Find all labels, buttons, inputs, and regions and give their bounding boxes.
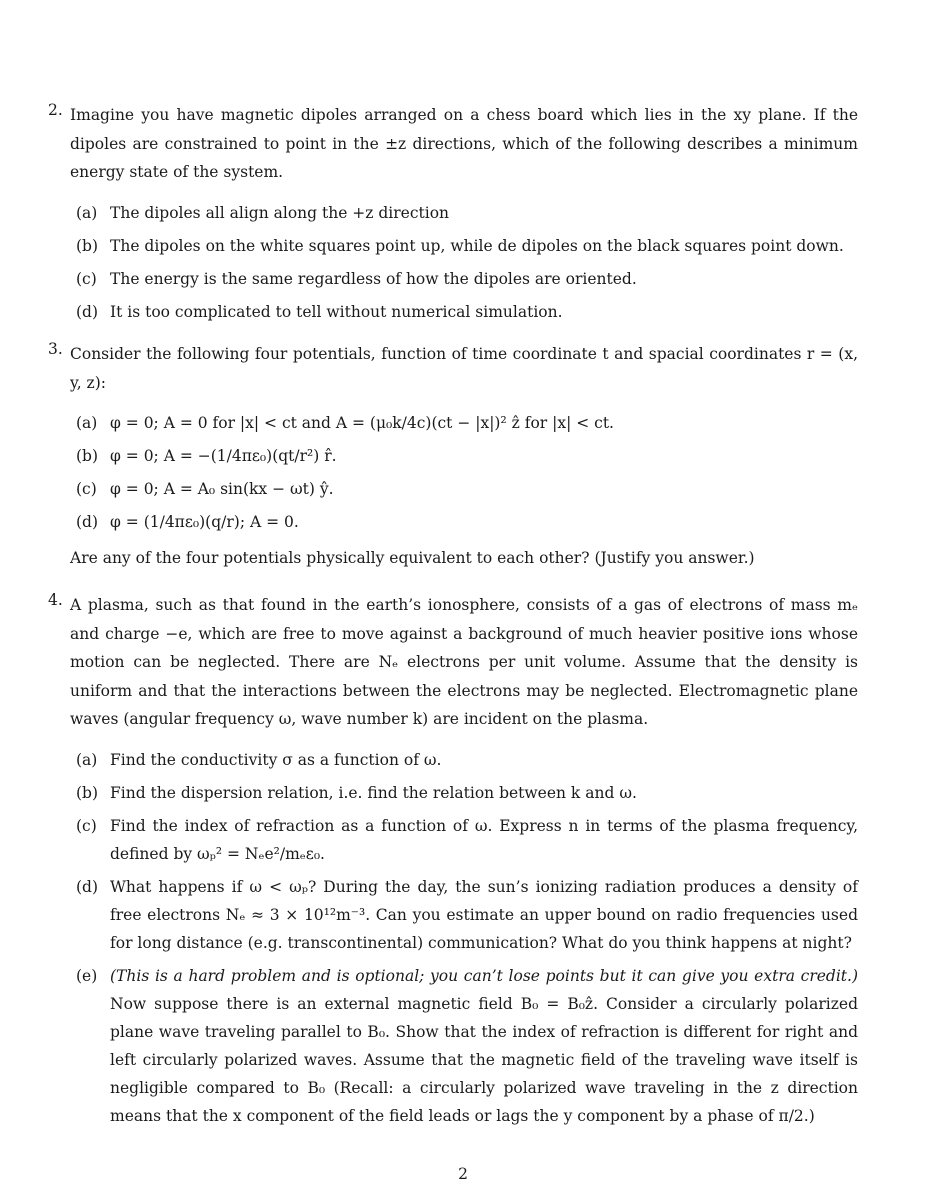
option-c: [76, 265, 858, 293]
option-label: (d): [76, 302, 99, 321]
item-text: Now suppose there is an external magnetic field B₀ = B₀ẑ. Consider a circularly polarized plane wave traveling parallel to B₀. Show that the index of refraction is different for right and left circularly polarized waves. Assume that the magnetic field of the traveling wave itself is negligible compared to B₀ (Recall: a circularly polarized wave traveling in the z direction means that the x component of the field leads or lags the y component by a phase of π/2.): [110, 994, 858, 1125]
option-text: The dipoles all align along the +z direction: [110, 203, 450, 222]
item-label: (d): [76, 513, 99, 531]
problem-2: [48, 101, 858, 331]
item-text: Find the dispersion relation, i.e. find the relation between k and ω.: [110, 783, 637, 802]
item-text: φ = 0; A = 0 for |x| < ct and A = (μ₀k/4c)(ct − |x|)² ẑ for |x| < ct.: [110, 414, 614, 432]
problem-text: A plasma, such as that found in the earth’s ionosphere, consists of a gas of electrons of mass mₑ and charge −e, which are free to move against a background of much heavier positive ions whose motion can be neglected. There are Nₑ electrons per unit volume. Assume that the density is uniform and that the interactions between the electrons may be neglected. Electromagnetic plane waves (angular frequency ω, wave number k) are incident on the plasma.: [70, 596, 858, 728]
option-text: The energy is the same regardless of how the dipoles are oriented.: [110, 269, 637, 288]
option-b: [76, 232, 858, 260]
item-label: (b): [76, 783, 99, 802]
option-label: (c): [76, 269, 97, 288]
potential-b: [76, 442, 858, 470]
problem-number: 3.: [48, 340, 63, 358]
potential-c: [76, 475, 858, 503]
problem-text: Imagine you have magnetic dipoles arranged on a chess board which lies in the xy plane. If the dipoles are constrained to point in the ±z directions, which of the following describes a minimum energy state of the system.: [70, 106, 858, 181]
subquestion-a: [76, 746, 858, 774]
item-label: (e): [76, 966, 98, 985]
potential-list: [76, 409, 858, 536]
answer-options: [76, 199, 858, 326]
item-label: (a): [76, 414, 98, 432]
optional-note: (This is a hard problem and is optional; you can’t lose points but it can give you extra credit.): [110, 966, 858, 985]
item-label: (c): [76, 480, 97, 498]
subquestion-e: [76, 962, 858, 1130]
option-label: (b): [76, 236, 99, 255]
item-text: Find the index of refraction as a function of ω. Express n in terms of the plasma frequency, defined by ωₚ² = Nₑe²/mₑε₀.: [110, 816, 858, 863]
subquestion-b: [76, 779, 858, 807]
subquestion-c: [76, 812, 858, 868]
item-label: (b): [76, 447, 99, 465]
option-a: [76, 199, 858, 227]
option-text: It is too complicated to tell without numerical simulation.: [110, 302, 563, 321]
item-text: φ = 0; A = A₀ sin(kx − ωt) ŷ.: [110, 480, 334, 498]
problem-number: 2.: [48, 101, 63, 119]
item-text: What happens if ω < ωₚ? During the day, the sun’s ionizing radiation produces a density of free electrons Nₑ ≈ 3 × 10¹²m⁻³. Can you estimate an upper bound on radio frequencies used for long distance (e.g. transcontinental) communication? What do you think happens at night?: [110, 877, 858, 952]
potential-a: [76, 409, 858, 437]
problem-3: [48, 340, 858, 572]
problem-number: 4.: [48, 591, 63, 609]
item-text: φ = (1/4πε₀)(q/r); A = 0.: [110, 513, 299, 531]
item-label: (d): [76, 877, 99, 896]
option-d: [76, 298, 858, 326]
page-number: 2: [458, 1165, 468, 1183]
item-text: Find the conductivity σ as a function of ω.: [110, 750, 442, 769]
item-text: φ = 0; A = −(1/4πε₀)(qt/r²) r̂.: [110, 447, 337, 465]
follow-up-question: Are any of the four potentials physically equivalent to each other? (Justify you answer.): [70, 549, 755, 567]
item-label: (c): [76, 816, 97, 835]
potential-d: [76, 508, 858, 536]
option-label: (a): [76, 203, 98, 222]
item-label: (a): [76, 750, 98, 769]
subquestion-list: [76, 746, 858, 1130]
subquestion-d: [76, 873, 858, 957]
option-text: The dipoles on the white squares point up, while de dipoles on the black squares point down.: [110, 236, 844, 255]
problem-4: [48, 591, 858, 1135]
problem-text: Consider the following four potentials, function of time coordinate t and spacial coordinates r = (x, y, z):: [70, 345, 858, 392]
